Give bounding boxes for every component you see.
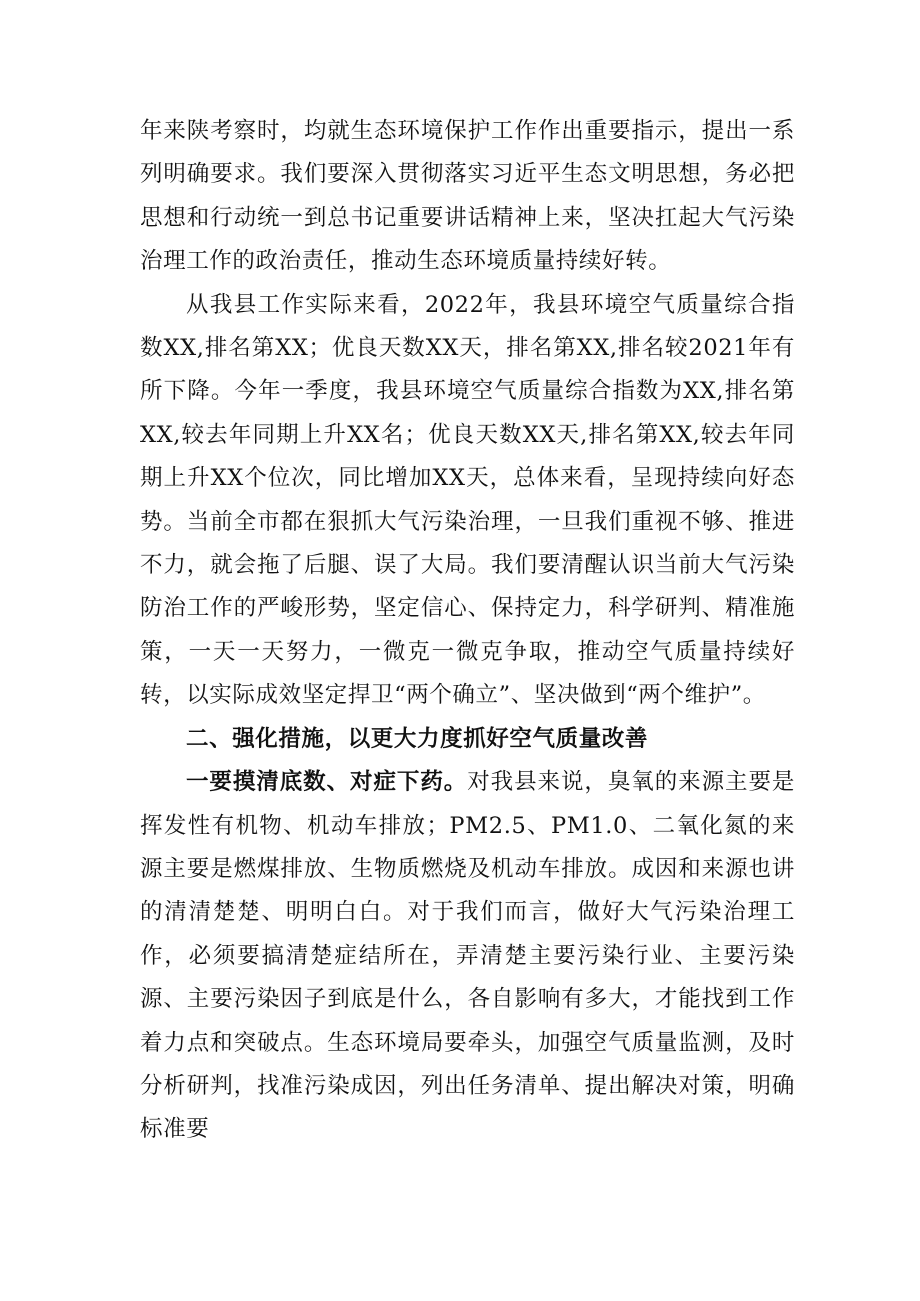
- paragraph-body-text: 对我县来说，臭氧的来源主要是挥发性有机物、机动车排放；PM2.5、PM1.0、二氧化氮的来源主要是燃煤排放、生物质燃烧及机动车排放。成因和来源也讲的清清楚楚、明明白白。对于我们而言，做好大气污染治理工作，必须要搞清楚症结所在，弄清楚主要污染行业、主要污染源、主要污染因子到底是什么，各自影响有多大，才能找到工作着力点和突破点。生态环境局要牵头，加强空气质量监测，及时分析研判，找准污染成因，列出任务清单、提出解决对策，明确标准要: [140, 769, 795, 1143]
- document-page: [140, 110, 795, 1152]
- paragraph-air-quality-status: 从我县工作实际来看，2022年，我县环境空气质量综合指数XX,排名第XX；优良天数XX天，排名第XX,排名较2021年有所下降。今年一季度，我县环境空气质量综合指数为XX,排名第XX,较去年同期上升XX名；优良天数XX天,排名第XX,较去年同期上升XX个位次，同比增加XX天，总体来看，呈现持续向好态势。当前全市都在狠抓大气污染治理，一旦我们重视不够、推进不力，就会拖了后腿、误了大局。我们要清醒认识当前大气污染防治工作的严峻形势，坚定信心、保持定力，科学研判、精准施策，一天一天努力，一微克一微克争取，推动空气质量持续好转，以实际成效坚定捍卫“两个确立”、坚决做到“两个维护”。: [140, 291, 795, 709]
- paragraph-measures: [140, 761, 795, 1152]
- paragraph-lead-phrase: 一要摸清底数、对症下药。: [186, 769, 468, 796]
- section-heading: 二、强化措施，以更大力度抓好空气质量改善: [186, 725, 649, 752]
- paragraph-continuation: 年来陕考察时，均就生态环境保护工作作出重要指示，提出一系列明确要求。我们要深入贯彻落实习近平生态文明思想，务必把思想和行动统一到总书记重要讲话精神上来，坚决扛起大气污染治理工作的政治责任，推动生态环境质量持续好转。: [140, 118, 795, 275]
